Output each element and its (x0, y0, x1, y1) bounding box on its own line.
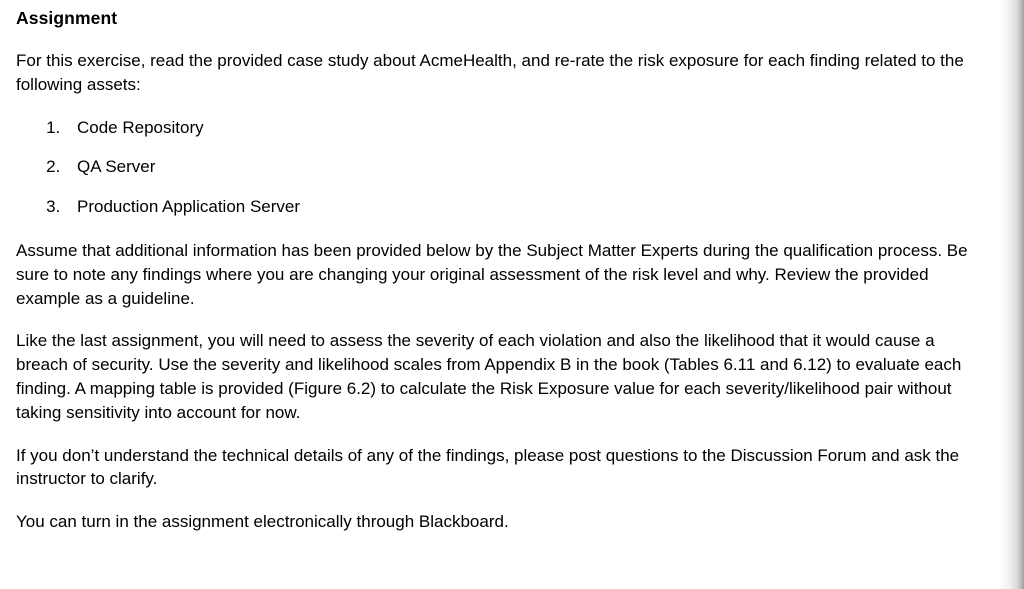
body-paragraph-2: Like the last assignment, you will need to assess the severity of each violation and also the likelihood that it would cause a breach of security. Use the severity and likelihood scales from Appendix B in the book (Tables 6.11 and 6.12) to evaluate each finding. A mapping table is provided (Figure 6.2) to calculate the Risk Exposure value for each severity/likelihood pair without taking sensitivity into account for now. (16, 331, 962, 422)
list-item: 1. Code Repository (65, 116, 991, 140)
list-item: 2. QA Server (65, 155, 991, 179)
document-content (16, 8, 991, 553)
asset-list (16, 116, 991, 219)
intro-paragraph: For this exercise, read the provided case study about AcmeHealth, and re-rate the risk exposure for each finding related to the following assets: (16, 51, 964, 94)
page-edge-shadow (998, 0, 1024, 589)
body-paragraph-1: Assume that additional information has been provided below by the Subject Matter Experts during the qualification process. Be sure to note any findings where you are changing your original assessment of the risk level and why. Review the provided example as a guideline. (16, 240, 968, 308)
page-title: Assignment (16, 8, 118, 28)
body-paragraph-3: If you don’t understand the technical details of any of the findings, please post questions to the Discussion Forum and ask the instructor to clarify. (16, 445, 960, 489)
body-paragraph-4: You can turn in the assignment electronically through Blackboard. (16, 512, 509, 532)
list-item: 3. Production Application Server (65, 195, 991, 219)
